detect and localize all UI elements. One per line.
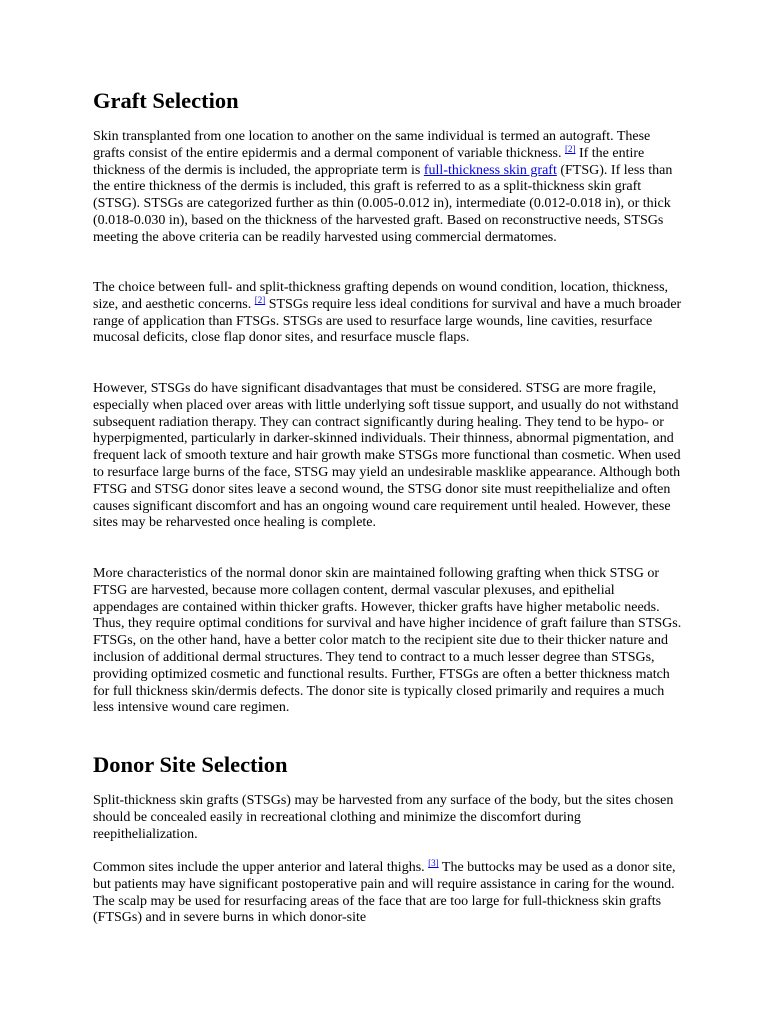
- paragraph-grafting-choice: [93, 280, 683, 347]
- paragraph-donor-characteristics: More characteristics of the normal donor skin are maintained following grafting when thick STSG or FTSG are harvested, because more collagen content, dermal vascular plexuses, and epithelial appendages are contained within thicker grafts. However, thicker grafts have higher metabolic needs. Thus, they require optimal conditions for survival and have higher incidence of graft failure than STSGs. FTSGs, on the other hand, have a better color match to the recipient site due to their thicker nature and inclusion of additional dermal structures. They tend to contract to a much lesser degree than STSGs, providing optimized cosmetic and functional results. Further, FTSGs are often a better thickness match for full thickness skin/dermis defects. The donor site is typically closed primarily and requires a much less intensive wound care regimen.: [93, 566, 682, 716]
- paragraph-text: (FTSG). If less than the entire thickness of the dermis is included, this graft is referred to as a split-thickness skin graft (STSG). STSGs are categorized further as thin (0.005-0.012 in), intermediate (0.012-0.018 in), or thick (0.018-0.030 in), based on the thickness of the harvested graft. Based on reconstructive needs, STSGs meeting the above criteria can be readily harvested using commercial dermatomes.: [93, 162, 673, 245]
- reference-link-3[interactable]: [3]: [428, 858, 439, 868]
- paragraph-autograft: [93, 129, 683, 247]
- paragraph-text: The buttocks may be used as a donor site, but patients may have significant postoperative pain and will require assistance in caring for the wound. The scalp may be used for resurfacing areas of the face that are too large for full-thickness skin grafts (FTSGs) and in severe burns in which donor-site: [93, 860, 676, 926]
- heading-donor-site-selection: Donor Site Selection: [93, 752, 288, 777]
- paragraph-text: If the entire thickness of the dermis is included, the appropriate term is: [93, 145, 645, 178]
- paragraph-text: Skin transplanted from one location to another on the same individual is termed an autograft. These grafts consist of the entire epidermis and a dermal component of variable thickness.: [93, 129, 651, 161]
- paragraph-stsg-disadvantages: However, STSGs do have significant disadvantages that must be considered. STSG are more fragile, especially when placed over areas with little underlying soft tissue support, and usually do not withstand subsequent radiation therapy. They can contract significantly during healing. They tend to be hypo- or hyperpigmented, particularly in darker-skinned individuals. Their thinness, abnormal pigmentation, and frequent lack of smooth texture and hair growth make STSGs more functional than cosmetic. When used to resurface large burns of the face, STSG may yield an undesirable masklike appearance. Although both FTSG and STSG donor sites leave a second wound, the STSG donor site must reepithelialize and often causes significant discomfort and has an ongoing wound care requirement until healed. However, these sites may be reharvested once healing is complete.: [93, 381, 681, 531]
- full-thickness-skin-graft-link[interactable]: full-thickness skin graft: [423, 162, 557, 178]
- paragraph-text: STSGs require less ideal conditions for survival and have a much broader range of application than FTSGs. STSGs are used to resurface large wounds, line cavities, resurface mucosal deficits, close flap donor sites, and resurface muscle flaps.: [93, 296, 682, 346]
- paragraph-harvest-sites: Split-thickness skin grafts (STSGs) may be harvested from any surface of the body, but the sites chosen should be concealed easily in recreational clothing and minimize the discomfort during reepithelialization.: [93, 793, 674, 842]
- reference-link-2[interactable]: [2]: [564, 143, 576, 154]
- paragraph-common-sites: [93, 860, 683, 927]
- reference-link-2[interactable]: [2]: [254, 294, 266, 305]
- paragraph-text: The choice between full- and split-thickness grafting depends on wound condition, location, thickness, size, and aesthetic concerns.: [93, 280, 669, 312]
- paragraph-text: Common sites include the upper anterior and lateral thighs.: [93, 860, 429, 875]
- heading-graft-selection: Graft Selection: [93, 88, 239, 113]
